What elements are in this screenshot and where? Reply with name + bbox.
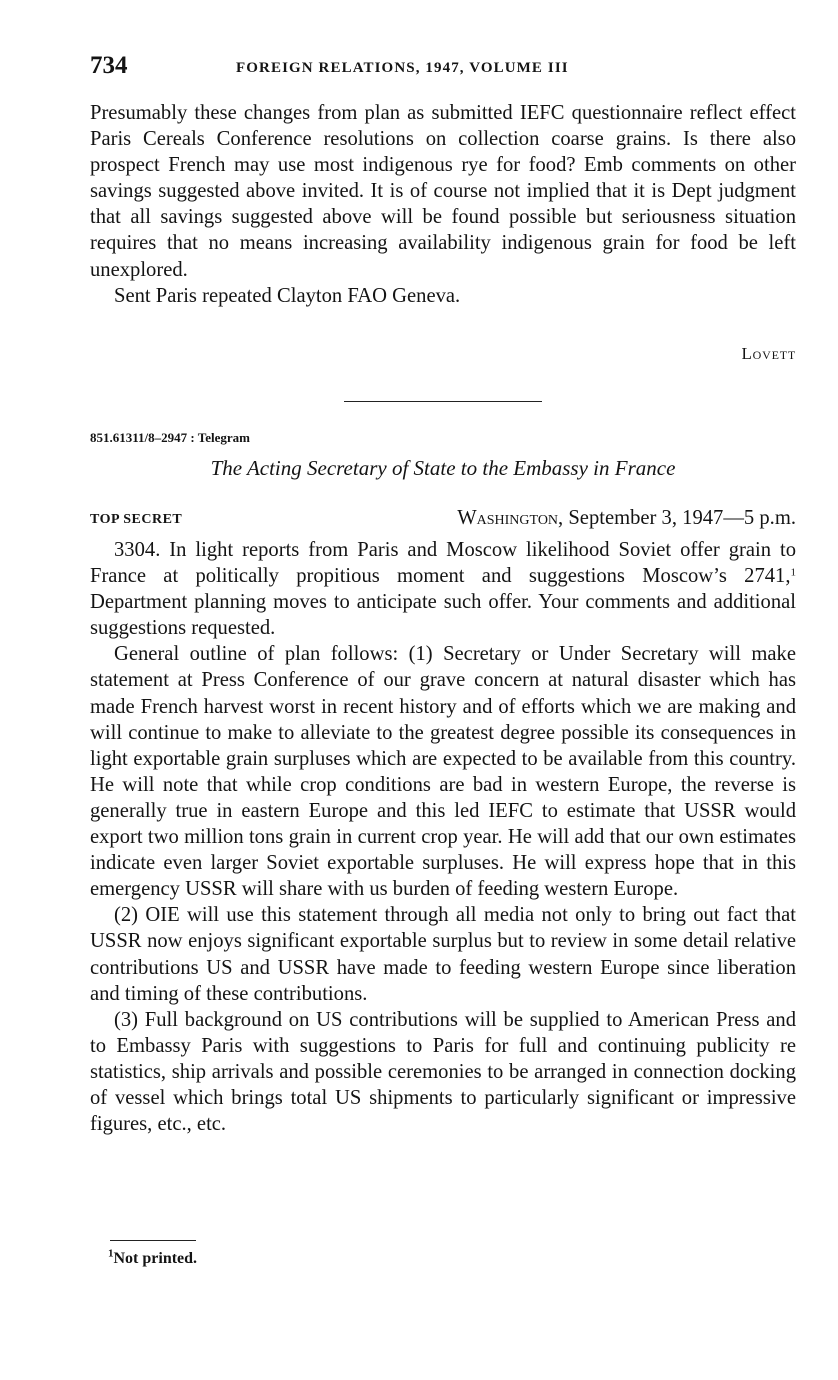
dateline: [457, 507, 796, 530]
page-number: 734: [90, 52, 128, 79]
sent-line: Sent Paris repeated Clayton FAO Geneva.: [114, 284, 461, 307]
page-header: [90, 52, 796, 84]
preceding-text: [90, 100, 796, 309]
dateline-place: Washington: [457, 507, 559, 529]
telegram-paragraph-3: (2) OIE will use this statement through all media not only to bring out fact that USSR now enjoys significant exportable surplus but to review in some detail relative contributions US and USSR have made to feeding western Europe since liberation and timing of these contributions.: [90, 904, 796, 1005]
telegram-paragraph-2: General outline of plan follows: (1) Secretary or Under Secretary will make statement at Press Conference of our grave concern at natural disaster which has made French harvest worst in recent history and of efforts which we are making and will continue to make to alleviate to the greatest degree possible its consequences in light exportable grain surpluses which are expected to be available from this country. He will note that while crop conditions are bad in western Europe, the reverse is generally true in eastern Europe and this led IEFC to estimate that USSR would export two million tons grain in current crop year. He will add that our own estimates indicate even larger Soviet exportable surpluses. He will express hope that in this emergency USSR will share with us burden of feeding western Europe.: [90, 643, 796, 901]
telegram-body: [90, 537, 796, 1137]
classification: TOP SECRET: [90, 512, 183, 527]
signature: Lovett: [741, 344, 796, 363]
footnote-text: Not printed.: [113, 1250, 198, 1267]
running-head: FOREIGN RELATIONS, 1947, VOLUME III: [236, 60, 569, 76]
preceding-paragraph: Presumably these changes from plan as submitted IEFC questionnaire reflect effect Paris Cereals Conference resolutions on collection coarse grains. Is there also prospect French may use most indigenous rye for food? Emb comments on other savings suggested above invited. It is of course not implied that it is Dept judgment that all savings suggested above will be found possible but seriousness situation requires that no means increasing availability indigenous grain for food be left unexplored.: [90, 102, 796, 281]
footnote: [108, 1247, 198, 1268]
footnote-reference: 1: [790, 566, 796, 579]
paragraph-1-text-b: Department planning moves to anticipate such offer. Your comments and additional suggestions requested.: [90, 591, 796, 640]
telegram-paragraph-1: [90, 537, 796, 641]
footnote-rule: [110, 1240, 196, 1241]
telegram-paragraph-4: (3) Full background on US contributions will be supplied to American Press and to Embassy Paris with suggestions to Paris for full and continuing publicity re statistics, ship arrivals and possible ceremonies to be arranged in connection docking of vessel which brings total US shipments to particularly significant or impressive figures, etc., etc.: [90, 1008, 796, 1136]
section-separator: [344, 401, 542, 402]
document-title: The Acting Secretary of State to the Embassy in France: [210, 456, 676, 480]
document-reference: 851.61311/8–2947 : Telegram: [90, 430, 250, 445]
classification-line: [90, 507, 796, 535]
paragraph-1-text-a: 3304. In light reports from Paris and Moscow likelihood Soviet offer grain to France at politically propitious moment and suggestions Moscow’s 2741,: [90, 539, 796, 588]
dateline-date: , September 3, 1947—5 p.m.: [558, 507, 796, 529]
footnote-marker: 1: [108, 1247, 114, 1260]
